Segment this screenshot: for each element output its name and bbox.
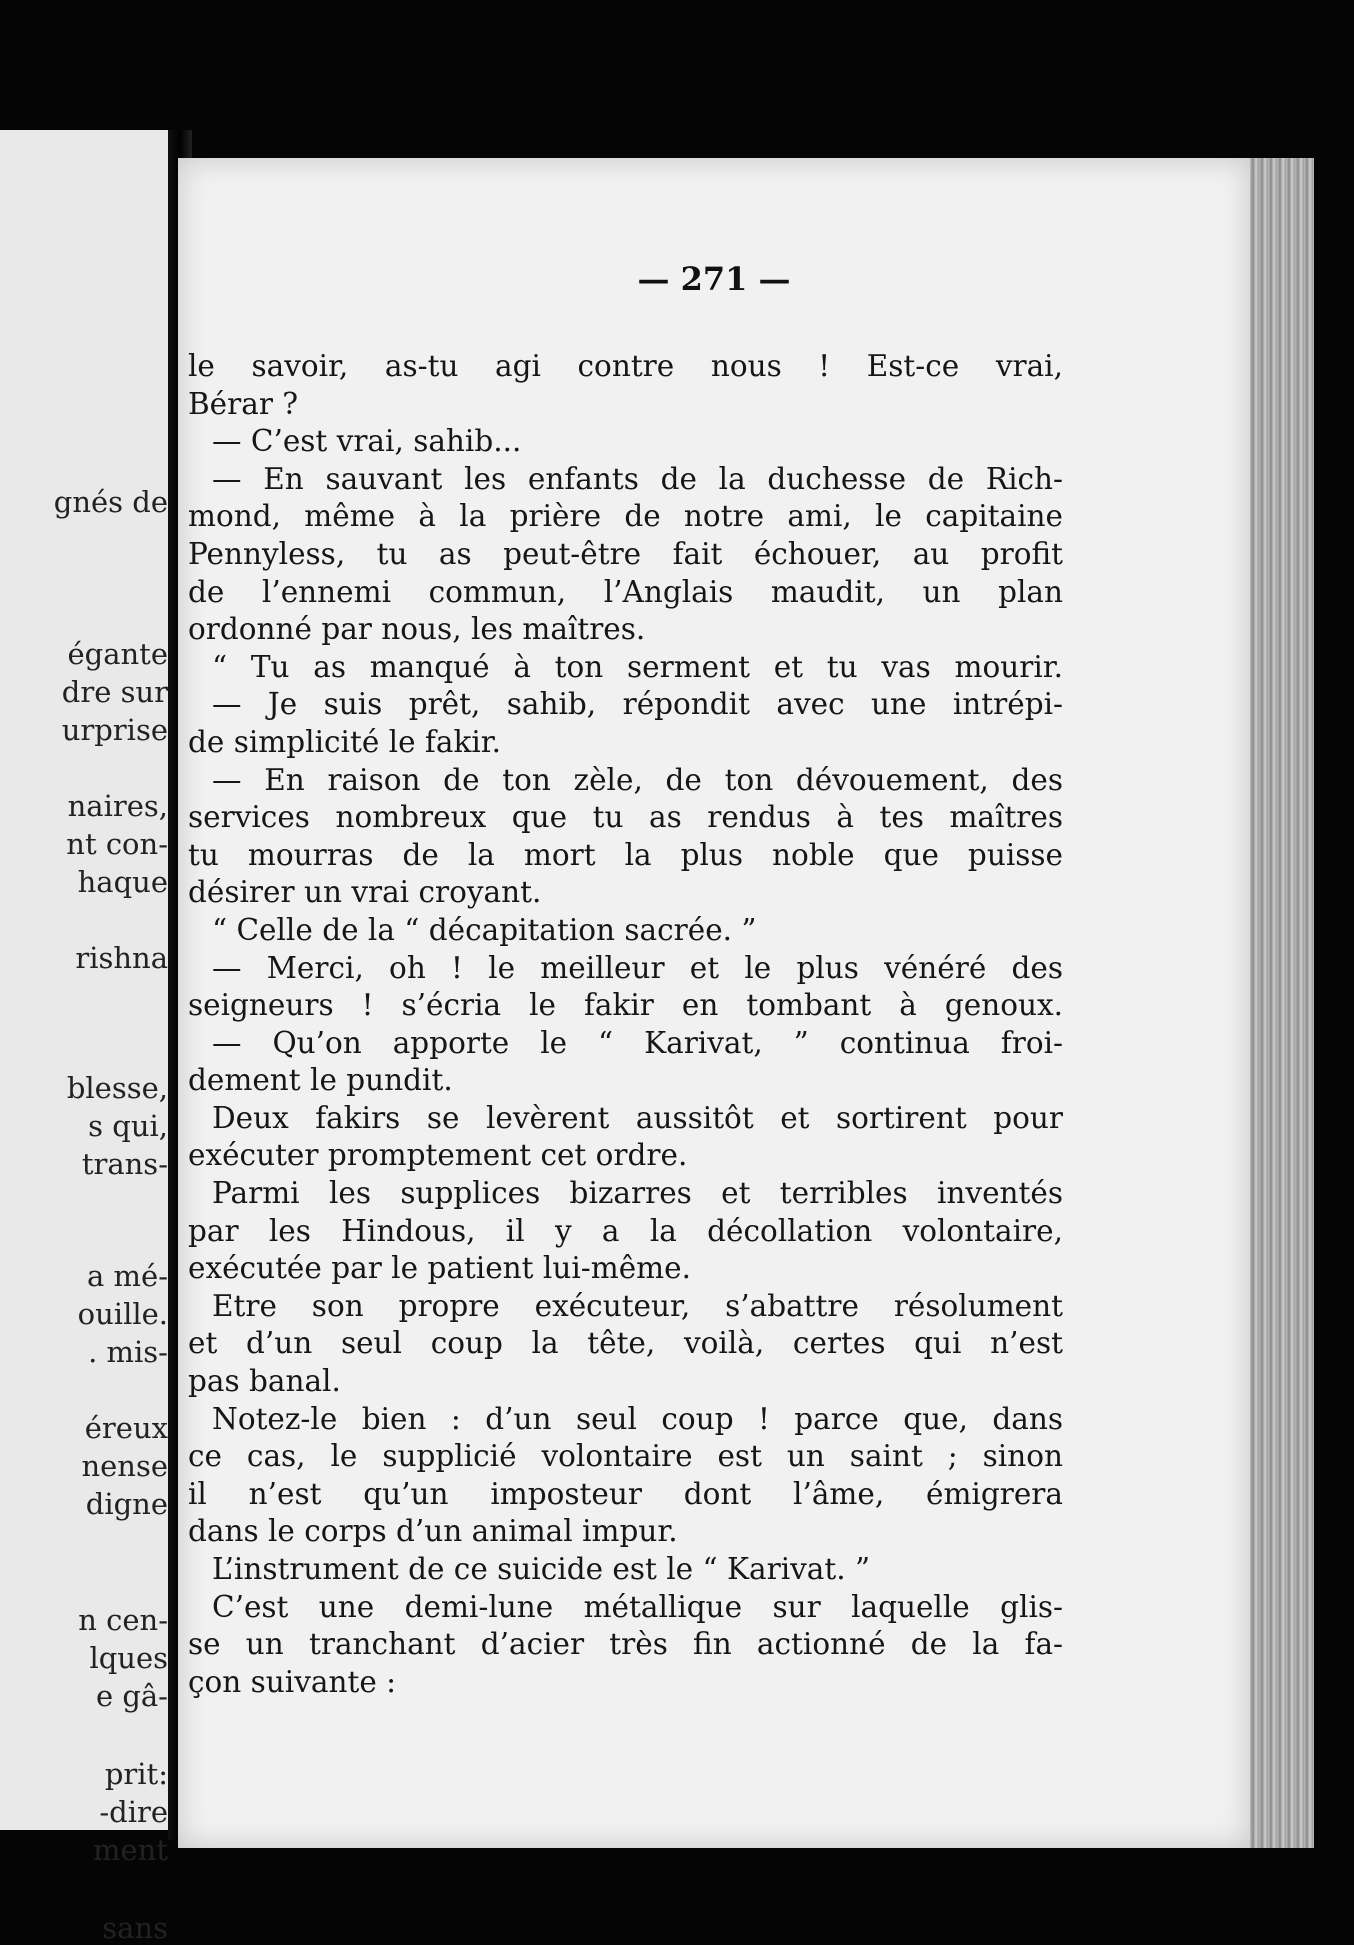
left-page-fragment: éreux <box>84 1411 168 1445</box>
text-line: par les Hindous, il y a la décollation volontaire, <box>188 1213 1063 1248</box>
text-line: ce cas, le supplicié volontaire est un saint ; sinon <box>188 1439 1063 1474</box>
text-line: exécuter promptement cet ordre. <box>188 1138 688 1173</box>
left-page-fragment: s qui, <box>88 1109 168 1143</box>
text-line: Pennyless, tu as peut-être fait échouer, au profit <box>188 536 1063 571</box>
left-page-fragment: nt con- <box>66 827 168 861</box>
text-line: — En raison de ton zèle, de ton dévouement, des <box>212 762 1063 797</box>
text-line: çon suivante : <box>188 1664 397 1699</box>
text-line: “ Tu as manqué à ton serment et tu vas mourir. <box>212 649 1063 684</box>
text-line: — C’est vrai, sahib... <box>212 424 522 459</box>
text-line: “ Celle de la “ décapitation sacrée. ” <box>212 912 757 947</box>
text-line: désirer un vrai croyant. <box>188 875 542 910</box>
text-line: L’instrument de ce suicide est le “ Karivat. ” <box>212 1552 871 1586</box>
text-line: de simplicité le fakir. <box>188 724 501 759</box>
left-page-fragment: ouille. <box>77 1297 168 1331</box>
text-line: mond, même à la prière de notre ami, le capitaine <box>188 499 1063 534</box>
left-page-fragment: a mé- <box>87 1259 168 1293</box>
page-text <box>188 348 1063 1701</box>
left-page-fragment: blesse, <box>66 1071 168 1105</box>
left-page-fragment: . mis- <box>88 1335 168 1369</box>
text-line: tu mourras de la mort la plus noble que puisse <box>188 837 1063 872</box>
left-page-fragment: naires, <box>67 789 168 823</box>
text-line: Parmi les supplices bizarres et terribles inventés <box>212 1176 1063 1211</box>
left-page-fragment: digne <box>85 1487 168 1521</box>
left-page-fragment: sans <box>102 1911 168 1945</box>
left-page-fragment: lques <box>89 1641 168 1675</box>
text-line: de l’ennemi commun, l’Anglais maudit, un plan <box>188 574 1063 609</box>
text-line: — Je suis prêt, sahib, répondit avec une intrépi- <box>212 687 1063 722</box>
left-page-fragment: urprise <box>61 713 168 747</box>
text-line: — En sauvant les enfants de la duchesse de Rich- <box>212 461 1063 496</box>
text-line: — Qu’on apporte le “ Karivat, ” continua froi- <box>212 1025 1063 1060</box>
left-page-fragment: haque <box>77 865 168 899</box>
text-line: Etre son propre exécuteur, s’abattre résolument <box>212 1288 1063 1323</box>
text-line: dement le pundit. <box>188 1063 453 1098</box>
left-page-fragment: dre sur <box>61 675 168 709</box>
page-number: — 271 — <box>637 260 791 298</box>
left-page-fragment: nense <box>81 1449 168 1483</box>
left-page-fragment: égante <box>67 637 168 671</box>
text-line: le savoir, as-tu agi contre nous ! Est-ce vrai, <box>188 349 1063 383</box>
text-line: il n’est qu’un imposteur dont l’âme, émigrera <box>188 1476 1063 1511</box>
left-page-fragment: trans- <box>81 1147 168 1181</box>
text-line: — Merci, oh ! le meilleur et le plus vénéré des <box>212 950 1063 985</box>
text-line: Notez-le bien : d’un seul coup ! parce que, dans <box>212 1401 1063 1436</box>
text-line: pas banal. <box>188 1364 341 1399</box>
book-page <box>178 158 1250 1848</box>
left-page-fragment: n cen- <box>78 1603 168 1637</box>
page-edges <box>1250 158 1314 1848</box>
text-line: Bérar ? <box>188 386 299 421</box>
previous-page-fragment <box>0 130 180 1945</box>
left-page-fragment: -dire <box>99 1795 168 1829</box>
text-line: dans le corps d’un animal impur. <box>188 1514 678 1549</box>
left-page-fragment: gnés de <box>53 485 168 519</box>
text-line: exécutée par le patient lui-même. <box>188 1251 691 1286</box>
text-line: seigneurs ! s’écria le fakir en tombant à genoux. <box>188 988 1063 1023</box>
left-page-fragment: rishna <box>75 941 168 975</box>
text-line: Deux fakirs se levèrent aussitôt et sortirent pour <box>212 1100 1063 1135</box>
left-page-fragment: e gâ- <box>95 1679 168 1713</box>
text-line: se un tranchant d’acier très fin actionné de la fa- <box>188 1627 1063 1662</box>
text-line: et d’un seul coup la tête, voilà, certes qui n’est <box>188 1326 1063 1361</box>
text-line: services nombreux que tu as rendus à tes maîtres <box>188 800 1063 835</box>
left-page-fragment: prit: <box>104 1757 168 1791</box>
text-line: ordonné par nous, les maîtres. <box>188 612 646 647</box>
left-page-fragment: ment <box>93 1833 168 1867</box>
text-line: C’est une demi-lune métallique sur laquelle glis- <box>212 1589 1063 1624</box>
